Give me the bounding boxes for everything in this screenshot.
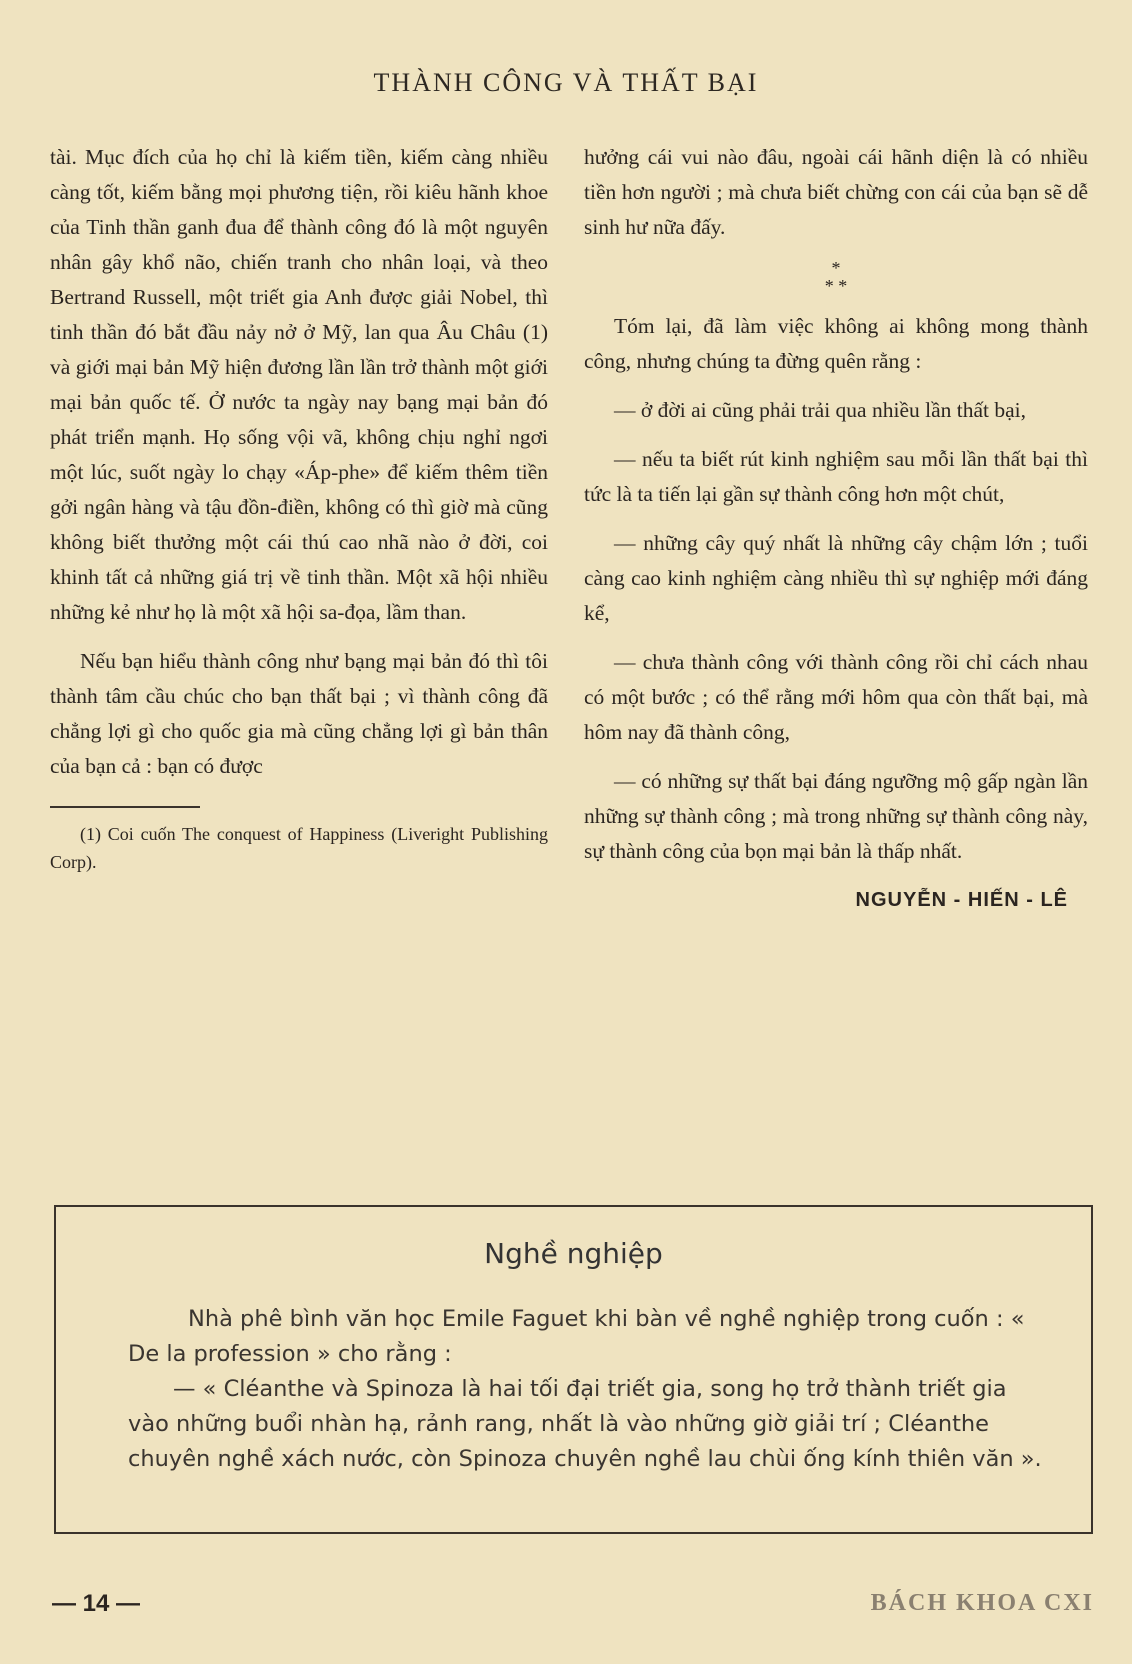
right-column — [584, 140, 1088, 918]
left-paragraph-2: Nếu bạn hiểu thành công như bạng mại bản đó thì tôi thành tâm cầu chúc cho bạn thất bại ; vì thành công đã chẳng lợi gì cho quốc gia mà cũng chẳng lợi gì bản thân của bạn cả : bạn có được — [50, 649, 548, 778]
separator-star-top: * — [831, 258, 841, 278]
right-paragraph-4: — nếu ta biết rút kinh nghiệm sau mỗi lần thất bại thì tức là ta tiến lại gần sự thành công hơn một chút, — [584, 447, 1088, 506]
right-paragraph-1: hưởng cái vui nào đâu, ngoài cái hãnh diện là có nhiều tiền hơn người ; mà chưa biết chừng con cái của bạn sẽ dễ sinh hư nữa đấy. — [584, 145, 1088, 239]
page-title: THÀNH CÔNG VÀ THẤT BẠI — [373, 68, 759, 97]
right-paragraph-3: — ở đời ai cũng phải trải qua nhiều lần thất bại, — [614, 398, 1027, 422]
publication-name: BÁCH KHOA CXI — [870, 1590, 1094, 1616]
page-number: — 14 — — [52, 1590, 141, 1617]
section-separator — [584, 259, 1088, 295]
box-paragraph-2: — « Cléanthe và Spinoza là hai tối đại triết gia, song họ trở thành triết gia vào những buổi nhàn hạ, rảnh rang, nhất là vào những giờ giải trí ; Cléanthe chuyên nghề xách nước, còn Spinoza chuyên nghề lau chùi ống kính thiên văn ». — [128, 1376, 1042, 1472]
box-paragraph-1: Nhà phê bình văn học Emile Faguet khi bàn về nghề nghiệp trong cuốn : « De la profession » cho rằng : — [128, 1306, 1025, 1367]
right-paragraph-2: Tóm lại, đã làm việc không ai không mong thành công, nhưng chúng ta đừng quên rằng : — [584, 314, 1088, 373]
box-body — [128, 1302, 1048, 1477]
right-paragraph-6: — chưa thành công với thành công rồi chỉ cách nhau có một bước ; có thể rằng mới hôm qua còn thất bại, mà hôm nay đã thành công, — [584, 650, 1088, 744]
left-column — [50, 140, 548, 876]
separator-star-bottom: * * — [824, 276, 848, 296]
footnote-divider — [50, 806, 200, 808]
left-paragraph-1: tài. Mục đích của họ chỉ là kiếm tiền, kiếm càng nhiều càng tốt, kiếm bằng mọi phương tiện, rồi kiêu hãnh khoe của Tinh thần ganh đua để thành công đó là một nguyên nhân gây khổ não, chiến tranh cho nhân loại, và theo Bertrand Russell, một triết gia Anh được giải Nobel, thì tinh thần đó bắt đầu nảy nở ở Mỹ, lan qua Âu Châu (1) và giới mại bản Mỹ hiện đương lần lần trở thành một giới mại bản quốc tế. Ở nước ta ngày nay bạng mại bản đó phát triển mạnh. Họ sống vội vã, không chịu nghỉ ngơi một lúc, suốt ngày lo chạy «Áp-phe» để kiếm thêm tiền gởi ngân hàng và tậu đồn-điền, không có thì giờ mà cũng không biết thưởng một cái thú cao nhã nào ở đời, coi khinh tất cả những giá trị về tinh thần. Một xã hội nhiều những kẻ như họ là một xã hội sa-đọa, lầm than. — [50, 145, 548, 624]
footnote: (1) Coi cuốn The conquest of Happiness (Liveright Publishing Corp). — [50, 824, 548, 872]
right-paragraph-5: — những cây quý nhất là những cây chậm lớn ; tuổi càng cao kinh nghiệm càng nhiều thì sự nghiệp mới đáng kể, — [584, 531, 1088, 625]
author-signature: NGUYỄN - HIẾN - LÊ — [855, 889, 1068, 911]
right-paragraph-7: — có những sự thất bại đáng ngưỡng mộ gấp ngàn lần những sự thành công ; mà trong những sự thành công này, sự thành công của bọn mại bản là thấp nhất. — [584, 769, 1088, 863]
box-title: Nghề nghiệp — [484, 1237, 663, 1270]
sidebar-box — [54, 1205, 1093, 1534]
